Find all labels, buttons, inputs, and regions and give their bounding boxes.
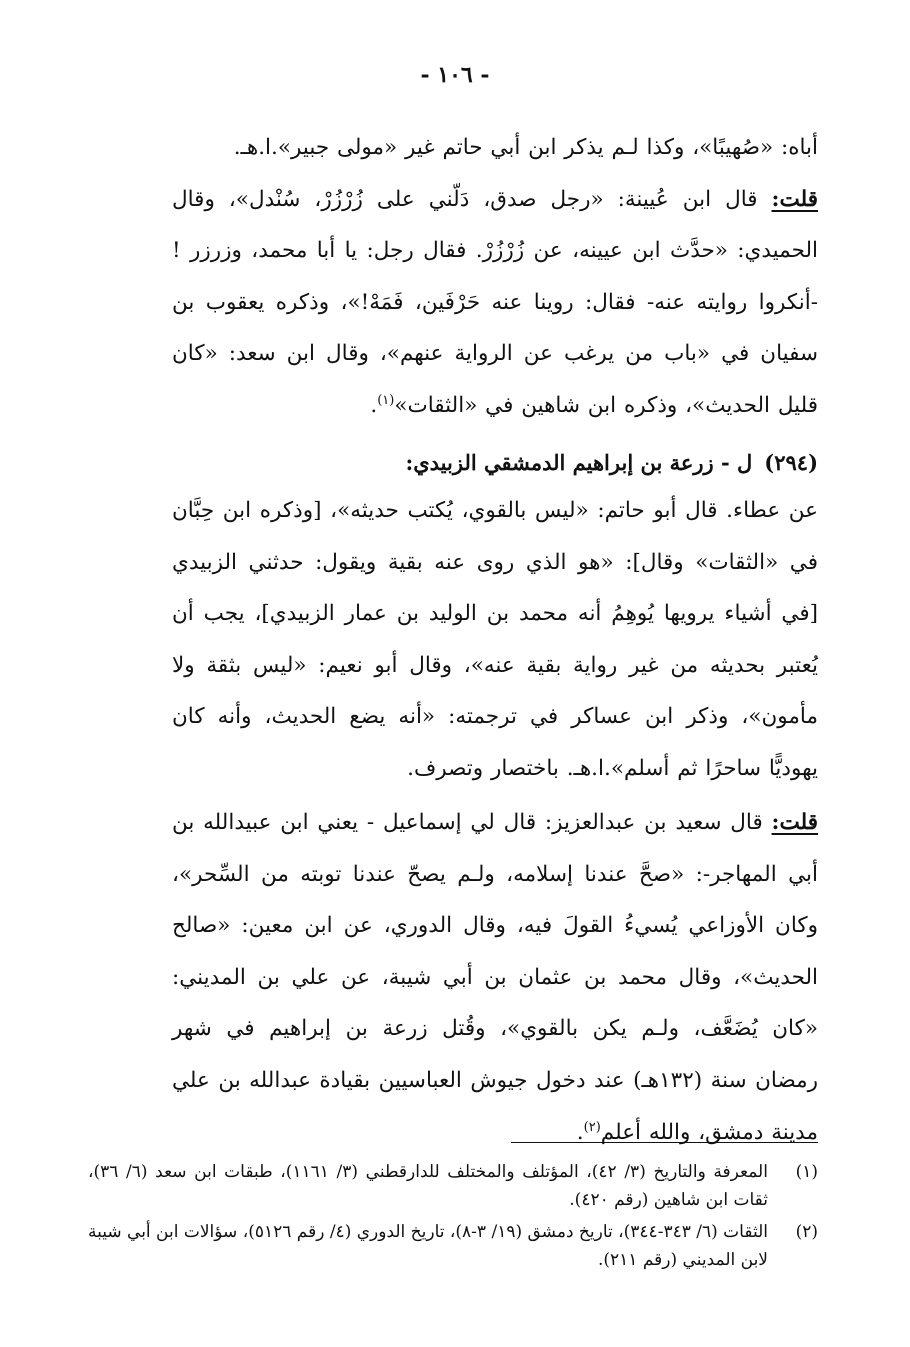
entry-title: ل - زرعة بن إبراهيم الدمشقي الزبيدي:	[405, 450, 753, 475]
paragraph-text: قال ابن عُيينة: «رجل صدق، دَلّني على زُرْزُرْ، سُنْدل»، وقال الحميدي: «حدَّث ابن عيينه، عن زُرْزُرْ. فقال رجل: يا أبا محمد، وزرزر ! -أنكروا روايته عنه- فقال: روينا عنه حَرْفَين، فَمَهْ!»، وذكره يعقوب بن سفيان في «باب من يرغب عن الرواية عنهم»، وقال ابن سعد: «كان قليل الحديث»، وذكره ابن شاهين في «الثقات»	[172, 186, 818, 418]
paragraph-text: عن عطاء. قال أبو حاتم: «ليس بالقوي، يُكتب حديثه»، [وذكره ابن حِبَّان في «الثقات» وقال]: «هو الذي روى عنه بقية ويقول: حدثني الزبيدي [في أشياء يرويها يُوهِمُ أنه محمد بن الوليد بن عمار الزبيدي]، يجب أن يُعتبر بحديثه من غير رواية بقية عنه»، وقال أبو نعيم: «ليس بثقة ولا مأمون»، وذكر ابن عساكر في ترجمته: «أنه يضع الحديث، وأنه كان يهوديًّا ساحرًا ثم أسلم».ا.هـ. باختصار وتصرف.	[172, 498, 818, 781]
qult-label: قلت:	[771, 186, 818, 212]
footnote-number: (٢)	[795, 1222, 818, 1242]
paragraph-continuation	[172, 122, 818, 432]
footnote-number: (١)	[795, 1162, 818, 1182]
footnote-reference[interactable]: (١)	[377, 392, 395, 408]
paragraph-entry-body	[172, 485, 818, 795]
paragraph-end: .	[370, 392, 378, 418]
entry-number: (٢٩٤)	[764, 450, 818, 475]
footnote-reference[interactable]: (٢)	[583, 1119, 601, 1135]
paragraph-text: قال سعيد بن عبدالعزيز: قال لي إسماعيل - يعني ابن عبيدالله بن أبي المهاجر-: «صحَّ عندنا إسلامه، ولـم يصحّ عندنا توبته من السِّحر»، وكان الأوزاعي يُسيءُ القولَ فيه، وقال الدوري، عن ابن معين: «صالح الحديث»، وقال محمد بن عثمان بن أبي شيبة، عن علي بن المديني: «كان يُضَعَّف، ولـم يكن بالقوي»، وقُتل زرعة بن إبراهيم في شهر رمضان سنة (١٣٢هـ) عند دخول جيوش العباسيين بقيادة عبدالله بن علي مدينة دمشق، والله أعلم	[172, 810, 818, 1145]
footnote-text: المعرفة والتاريخ (٣/ ٤٢)، المؤتلف والمختلف للدارقطني (٣/ ١١٦١)، طبقات ابن سعد (٦/ ٣٦)، ثقات ابن شاهين (رقم ٤٢٠).	[88, 1162, 768, 1210]
footnote	[88, 1218, 818, 1274]
footnote-divider	[511, 1142, 818, 1143]
paragraph-lead-line: أباه: «صُهيبًا»، وكذا لـم يذكر ابن أبي حاتم غير «مولى جبير».ا.هـ.	[233, 135, 818, 160]
footnotes-section	[88, 1158, 818, 1278]
footnote	[88, 1158, 818, 1214]
entry-heading	[88, 447, 818, 479]
qult-label: قلت:	[771, 810, 818, 835]
page-number: - ١٠٦ -	[420, 62, 490, 88]
paragraph-end: .	[576, 1119, 584, 1145]
paragraph-commentary	[172, 797, 818, 1158]
footnote-text: الثقات (٦/ ٣٤٣-٣٤٤)، تاريخ دمشق (١٩/ ٣-٨)، تاريخ الدوري (٤/ رقم ٥١٢٦)، سؤالات ابن أبي شيبة لابن المديني (رقم ٢١١).	[88, 1222, 768, 1270]
